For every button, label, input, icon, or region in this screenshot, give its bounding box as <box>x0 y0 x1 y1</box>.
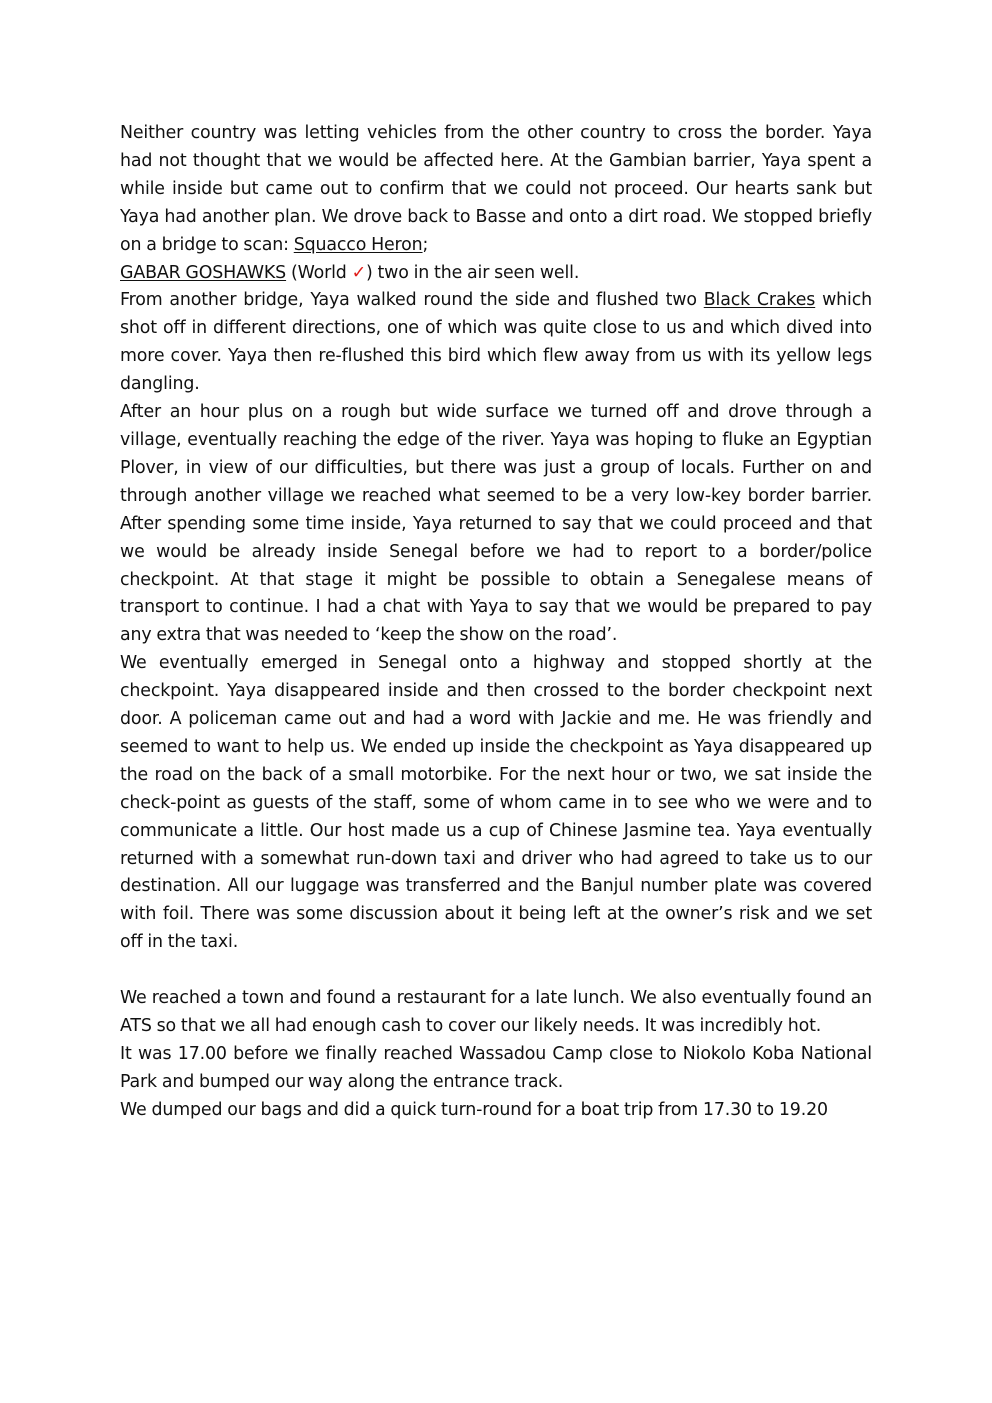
paragraph-border-crossing <box>120 120 872 260</box>
document-page <box>120 120 872 1125</box>
paragraph-river-village: After an hour plus on a rough but wide surface we turned off and drove through a village, eventually reaching the edge of the river. Yaya was hoping to fluke an Egyptian Plover, in view of our difficulties, but there was just a group of locals. Further on and through another village we reached what seemed to be a very low-key border barrier. After spending some time inside, Yaya returned to say that we could proceed and that we would be already inside Senegal before we had to report to a border/police checkpoint. At that stage it might be possible to obtain a Senegalese means of transport to continue. I had a chat with Yaya to say that we would be prepared to pay any extra that was needed to ‘keep the show on the road’. <box>120 402 872 646</box>
paragraph-boat-trip: We dumped our bags and did a quick turn-round for a boat trip from 17.30 to 19.20 <box>120 1099 828 1120</box>
world-label: (World <box>286 262 352 283</box>
paragraph-gabar-goshawks <box>120 260 872 288</box>
red-checkmark-icon: ✓ <box>351 262 366 283</box>
paragraph-spacer <box>120 957 872 985</box>
sighting-note: ) two in the air seen well. <box>365 262 580 283</box>
punctuation: ; <box>422 234 429 255</box>
paragraph-wassadou-camp: It was 17.00 before we finally reached Wassadou Camp close to Niokolo Koba National Park and bumped our way along the entrance track. <box>120 1043 872 1092</box>
paragraph-senegal-checkpoint: We eventually emerged in Senegal onto a highway and stopped shortly at the checkpoint. Yaya disappeared inside and then crossed to the border checkpoint next door. A policeman came out and had a word with Jackie and me. He was friendly and seemed to want to help us. We ended up inside the checkpoint as Yaya disappeared up the road on the back of a small motorbike. For the next hour or two, we sat inside the check-point as guests of the staff, some of whom came in to see who we were and to communicate a little. Our host made us a cup of Chinese Jasmine tea. Yaya eventually returned with a somewhat run-down taxi and driver who had agreed to take us to our destination. All our luggage was transferred and the Banjul number plate was covered with foil. There was some discussion about it being left at the owner’s risk and we set off in the taxi. <box>120 653 872 953</box>
paragraph-text: which shot off in different directions, one of which was quite close to us and which dived into more cover. Yaya then re-flushed this bird which flew away from us with its yellow legs dangling. <box>120 290 872 395</box>
paragraph-black-crakes <box>120 287 872 399</box>
species-squacco-heron: Squacco Heron <box>293 234 423 255</box>
paragraph-text: From another bridge, Yaya walked round the side and flushed two <box>120 290 704 311</box>
species-gabar-goshawks: GABAR GOSHAWKS <box>120 262 287 283</box>
paragraph-town-lunch: We reached a town and found a restaurant for a late lunch. We also eventually found an ATS so that we all had enough cash to cover our likely needs. It was incredibly hot. <box>120 988 872 1036</box>
paragraph-text: Neither country was letting vehicles from the other country to cross the border. Yaya had not thought that we would be affected here. At the Gambian barrier, Yaya spent a while inside but came out to confirm that we could not proceed. Our hearts sank but Yaya had another plan. We drove back to Basse and onto a dirt road. We stopped briefly on a bridge to scan: <box>120 123 872 255</box>
species-black-crakes: Black Crakes <box>703 290 816 311</box>
